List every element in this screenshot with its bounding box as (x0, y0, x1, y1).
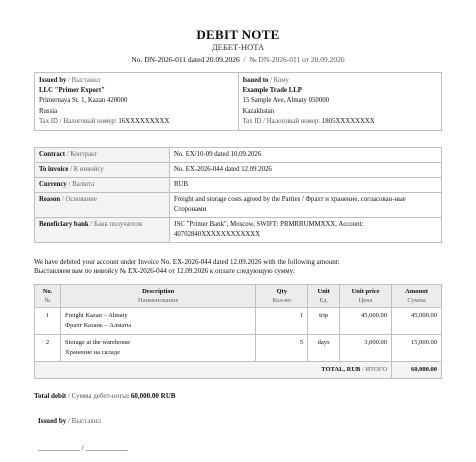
issued-to-block (238, 73, 442, 131)
signature-label: Issued by (38, 417, 67, 425)
currency-label: Currency (39, 181, 67, 188)
row-price: 45,000.00 (340, 308, 392, 335)
intro-text-ru: Выставляем вам по инвойсу № EX-2026-044 от 12.09.2026 к оплате следующую сумму: (34, 267, 295, 276)
col-price-header: Unit price Цена (340, 285, 392, 308)
total-debit-label: Total debit (34, 392, 67, 400)
issued-to-tax-label: Tax ID / Налоговый номер: (242, 117, 321, 125)
issued-by-tax-id: 16XXXXXXXXX (118, 117, 170, 125)
col-no-header: No. № (35, 285, 61, 308)
col-qty-header: Qty Кол-во (256, 285, 308, 308)
document-number-separator: / (243, 55, 246, 64)
issued-by-block (35, 73, 239, 131)
invoice-label-ru: / К инвойсу (70, 166, 104, 173)
col-amount-header: Amount Сумма (392, 285, 442, 308)
issued-by-label: Issued by (39, 77, 67, 84)
issued-to-name: Example Trade LLP (242, 87, 302, 95)
signature-line: ____________ / ____________ (38, 444, 128, 452)
row-qty: 1 (256, 308, 308, 335)
row-unit: trip (308, 308, 340, 335)
parties-table (34, 72, 442, 131)
reason-row (35, 193, 442, 218)
document-number (0, 55, 476, 64)
bank-label: Beneficiary bank (39, 221, 89, 228)
table-row (35, 335, 442, 362)
row-no: 1 (35, 308, 61, 335)
signature-issued-by (38, 417, 101, 425)
total-debit-label-ru: / Сумма дебет-ноты (67, 392, 127, 400)
col-desc-header: Description Наименование (60, 285, 255, 308)
row-amount: 15,000.00 (392, 335, 442, 362)
total-debit-line (34, 392, 175, 400)
issued-by-country: Russia (39, 107, 58, 115)
issued-to-tax-id: 1805XXXXXXXX (321, 117, 375, 125)
row-desc: Storage at the warehouse Хранение на складе (60, 335, 255, 362)
contract-value: No. EX/10-09 dated 10.09.2026 (170, 148, 442, 163)
document-title: DEBIT NOTE (196, 27, 280, 42)
issued-to-address: 15 Sample Ave, Almaty 050000 (242, 97, 330, 105)
total-debit-value: : 60,000.00 RUB (126, 392, 176, 400)
invoice-label: To invoice (39, 166, 69, 173)
currency-value: RUB (170, 178, 442, 193)
reason-label: Reason (39, 196, 61, 203)
issued-to-label-ru: / Кому (270, 77, 289, 84)
issued-by-label-ru: / Выставил (68, 77, 101, 84)
row-unit: days (308, 335, 340, 362)
row-no: 2 (35, 335, 61, 362)
bank-row (35, 218, 442, 243)
total-value: 60,000.00 (392, 362, 442, 379)
items-table (34, 284, 442, 379)
reason-label-ru: / Основание (61, 196, 97, 203)
reason-value: Freight and storage costs agreed by the Parties / Фрахт и хранение, согласован-ные Сторонами (170, 193, 442, 218)
bank-label-ru: / Банк получателя (90, 221, 143, 228)
document-number-en: No. DN-2026-011 dated 20.09.2026 (131, 55, 240, 64)
total-label: TOTAL, RUB (321, 366, 361, 373)
issued-to-country: Kazakhstan (242, 107, 275, 115)
bank-value: JSC "Primer Bank", Moscow, SWIFT: PRMRRUMMXXX, Account: 40702840XXXXXXXXXXXX (170, 218, 442, 243)
signature-label-ru: / Выставил (67, 417, 101, 425)
items-header-row (35, 285, 442, 308)
row-qty: 5 (256, 335, 308, 362)
document-subtitle: ДЕБЕТ-НОТА (211, 42, 265, 52)
currency-row (35, 178, 442, 193)
intro-text-en: We have debited your account under Invoice No. EX-2026-044 dated 12.09.2026 with the following amount: (34, 258, 340, 266)
total-label-cell (35, 362, 392, 379)
contract-label-ru: / Контракт (66, 151, 98, 158)
invoice-row (35, 163, 442, 178)
row-desc: Freight Kazan – Almaty Фрахт Казань – Алматы (60, 308, 255, 335)
row-amount: 45,000.00 (392, 308, 442, 335)
table-row (35, 308, 442, 335)
currency-label-ru: / Валюта (68, 181, 95, 188)
details-table (34, 147, 442, 243)
issued-by-tax-label: Tax ID / Налоговый номер: (39, 117, 117, 125)
row-price: 3,000.00 (340, 335, 392, 362)
intro-text (34, 258, 444, 277)
total-row (35, 362, 442, 379)
issued-by-name: LLC "Primer Export" (39, 87, 105, 95)
contract-label: Contract (39, 151, 66, 158)
document-number-ru: № DN-2026-011 от 20.09.2026 (249, 55, 345, 64)
contract-row (35, 148, 442, 163)
total-label-ru: / ИТОГО (362, 366, 388, 373)
col-unit-header: Unit Ед. (308, 285, 340, 308)
issued-by-address: Primernaya St. 1, Kazan 420000 (39, 97, 128, 105)
invoice-value: No. EX-2026-044 dated 12.09.2026 (170, 163, 442, 178)
issued-to-label: Issued to (242, 77, 269, 84)
